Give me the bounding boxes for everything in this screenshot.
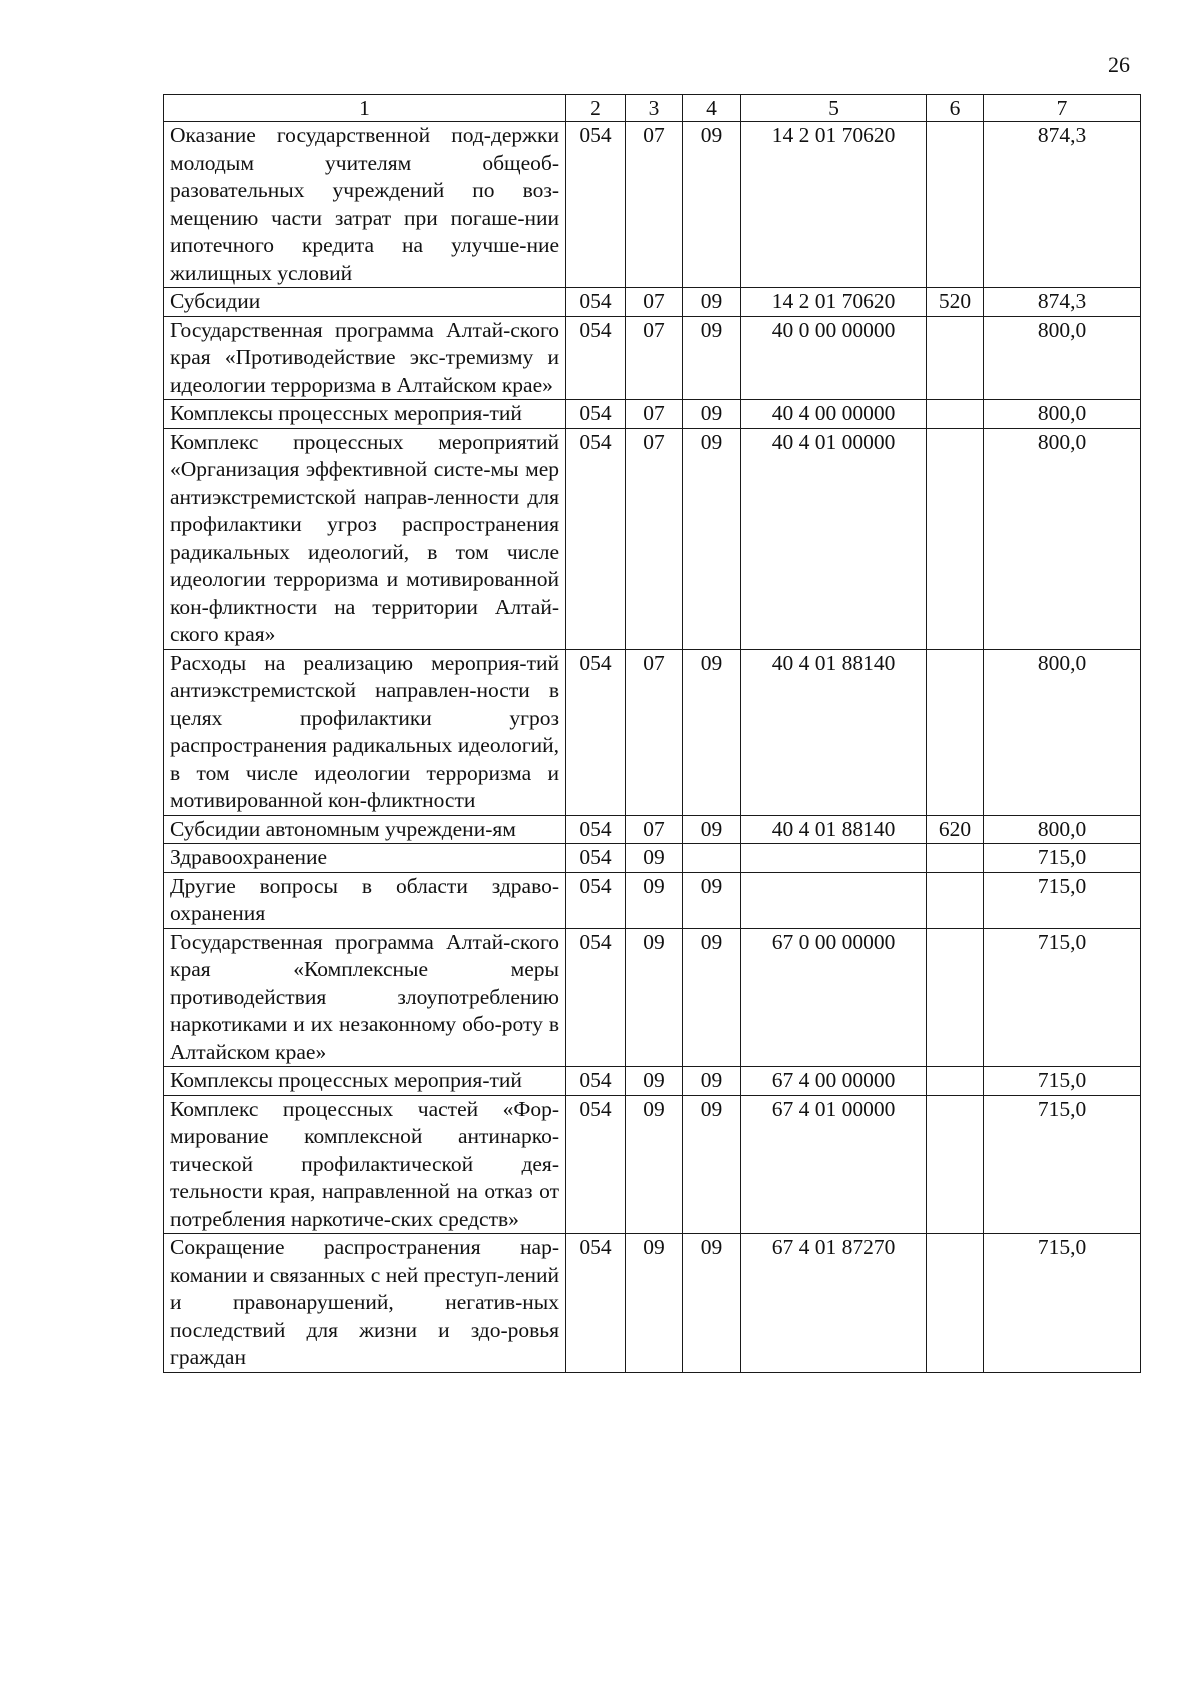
row-section-code: 09 (626, 1095, 683, 1234)
table-row (164, 400, 1141, 429)
row-name: Комплексы процессных мероприя-тий (164, 400, 566, 429)
row-expense-type (927, 316, 984, 400)
row-section-code: 07 (626, 428, 683, 649)
row-name: Комплекс процессных мероприятий «Организация эффективной систе-мы мер антиэкстремистской направ-ленности для профилактики угроз распространения радикальных идеологий, в том числе идеологии терроризма и мотивированной кон-фликтности на территории Алтай-ского края» (164, 428, 566, 649)
row-target-code: 67 4 01 00000 (741, 1095, 927, 1234)
row-amount: 874,3 (984, 288, 1141, 317)
table-row (164, 928, 1141, 1067)
column-header-2: 2 (566, 95, 626, 122)
budget-table (163, 94, 1141, 1373)
row-target-code: 40 4 01 88140 (741, 815, 927, 844)
row-target-code: 67 0 00 00000 (741, 928, 927, 1067)
row-expense-type (927, 428, 984, 649)
table-body (164, 122, 1141, 1373)
column-header-3: 3 (626, 95, 683, 122)
row-name: Государственная программа Алтай-ского края «Комплексные меры противодействия злоупотреблению наркотиками и их незаконному обо-роту в Алтайском крае» (164, 928, 566, 1067)
row-section-code: 07 (626, 649, 683, 815)
column-header-5: 5 (741, 95, 927, 122)
row-subsection-code: 09 (683, 288, 741, 317)
row-amount: 715,0 (984, 872, 1141, 928)
row-name: Субсидии (164, 288, 566, 317)
row-amount: 715,0 (984, 1095, 1141, 1234)
row-name: Другие вопросы в области здраво-охранения (164, 872, 566, 928)
row-amount: 800,0 (984, 400, 1141, 429)
row-subsection-code: 09 (683, 400, 741, 429)
row-ministry-code: 054 (566, 1067, 626, 1096)
row-target-code (741, 844, 927, 873)
row-ministry-code: 054 (566, 1234, 626, 1373)
row-name: Расходы на реализацию мероприя-тий антиэкстремистской направлен-ности в целях профилактики угроз распространения радикальных идеологий, в том числе идеологии терроризма и мотивированной кон-фликтности (164, 649, 566, 815)
row-subsection-code: 09 (683, 1234, 741, 1373)
row-section-code: 07 (626, 288, 683, 317)
column-header-6: 6 (927, 95, 984, 122)
column-header-4: 4 (683, 95, 741, 122)
row-amount: 800,0 (984, 649, 1141, 815)
row-target-code: 40 4 01 00000 (741, 428, 927, 649)
row-section-code: 09 (626, 1234, 683, 1373)
table-row (164, 1067, 1141, 1096)
row-subsection-code: 09 (683, 872, 741, 928)
row-ministry-code: 054 (566, 122, 626, 288)
row-section-code: 07 (626, 400, 683, 429)
header-row (164, 95, 1141, 122)
row-amount: 715,0 (984, 844, 1141, 873)
row-subsection-code: 09 (683, 122, 741, 288)
row-ministry-code: 054 (566, 288, 626, 317)
row-section-code: 09 (626, 844, 683, 873)
row-subsection-code: 09 (683, 1095, 741, 1234)
row-section-code: 07 (626, 122, 683, 288)
table-row (164, 844, 1141, 873)
row-section-code: 07 (626, 316, 683, 400)
table-row (164, 1234, 1141, 1373)
row-amount: 715,0 (984, 1234, 1141, 1373)
row-ministry-code: 054 (566, 400, 626, 429)
row-target-code: 14 2 01 70620 (741, 122, 927, 288)
column-header-7: 7 (984, 95, 1141, 122)
row-target-code: 67 4 00 00000 (741, 1067, 927, 1096)
row-subsection-code: 09 (683, 1067, 741, 1096)
row-name: Субсидии автономным учреждени-ям (164, 815, 566, 844)
row-expense-type: 520 (927, 288, 984, 317)
row-ministry-code: 054 (566, 428, 626, 649)
row-section-code: 09 (626, 928, 683, 1067)
table-row (164, 815, 1141, 844)
row-target-code: 40 0 00 00000 (741, 316, 927, 400)
row-subsection-code: 09 (683, 815, 741, 844)
row-amount: 800,0 (984, 428, 1141, 649)
row-subsection-code (683, 844, 741, 873)
row-name: Оказание государственной под-держки молодым учителям общеоб-разовательных учреждений по воз-мещению части затрат при погаше-нии ипотечного кредита на улучше-ние жилищных условий (164, 122, 566, 288)
row-name: Сокращение распространения нар-комании и связанных с ней преступ-лений и правонарушений, негатив-ных последствий для жизни и здо-ровья граждан (164, 1234, 566, 1373)
page-number: 26 (1108, 52, 1130, 77)
table-row (164, 428, 1141, 649)
row-expense-type (927, 649, 984, 815)
row-name: Здравоохранение (164, 844, 566, 873)
row-subsection-code: 09 (683, 928, 741, 1067)
row-subsection-code: 09 (683, 316, 741, 400)
row-expense-type (927, 1095, 984, 1234)
row-expense-type (927, 872, 984, 928)
row-amount: 800,0 (984, 316, 1141, 400)
table-row (164, 1095, 1141, 1234)
row-expense-type (927, 1067, 984, 1096)
row-expense-type (927, 844, 984, 873)
table-row (164, 316, 1141, 400)
row-name: Комплексы процессных мероприя-тий (164, 1067, 566, 1096)
row-expense-type (927, 122, 984, 288)
row-ministry-code: 054 (566, 928, 626, 1067)
table-row (164, 122, 1141, 288)
row-expense-type (927, 928, 984, 1067)
row-expense-type: 620 (927, 815, 984, 844)
row-subsection-code: 09 (683, 649, 741, 815)
column-header-1: 1 (164, 95, 566, 122)
row-amount: 715,0 (984, 928, 1141, 1067)
row-subsection-code: 09 (683, 428, 741, 649)
row-target-code (741, 872, 927, 928)
row-target-code: 14 2 01 70620 (741, 288, 927, 317)
row-section-code: 07 (626, 815, 683, 844)
row-ministry-code: 054 (566, 649, 626, 815)
row-amount: 800,0 (984, 815, 1141, 844)
row-ministry-code: 054 (566, 815, 626, 844)
row-ministry-code: 054 (566, 316, 626, 400)
row-name: Государственная программа Алтай-ского края «Противодействие экс-тремизму и идеологии терроризма в Алтайском крае» (164, 316, 566, 400)
row-target-code: 40 4 00 00000 (741, 400, 927, 429)
table-row (164, 872, 1141, 928)
table-row (164, 649, 1141, 815)
row-amount: 874,3 (984, 122, 1141, 288)
table-header (164, 95, 1141, 122)
table-row (164, 288, 1141, 317)
row-section-code: 09 (626, 872, 683, 928)
row-section-code: 09 (626, 1067, 683, 1096)
row-ministry-code: 054 (566, 1095, 626, 1234)
row-ministry-code: 054 (566, 844, 626, 873)
row-expense-type (927, 1234, 984, 1373)
row-target-code: 40 4 01 88140 (741, 649, 927, 815)
row-amount: 715,0 (984, 1067, 1141, 1096)
row-expense-type (927, 400, 984, 429)
row-ministry-code: 054 (566, 872, 626, 928)
row-target-code: 67 4 01 87270 (741, 1234, 927, 1373)
row-name: Комплекс процессных частей «Фор-мирование комплексной антинарко-тической профилактической дея-тельности края, направленной на отказ от потребления наркотиче-ских средств» (164, 1095, 566, 1234)
